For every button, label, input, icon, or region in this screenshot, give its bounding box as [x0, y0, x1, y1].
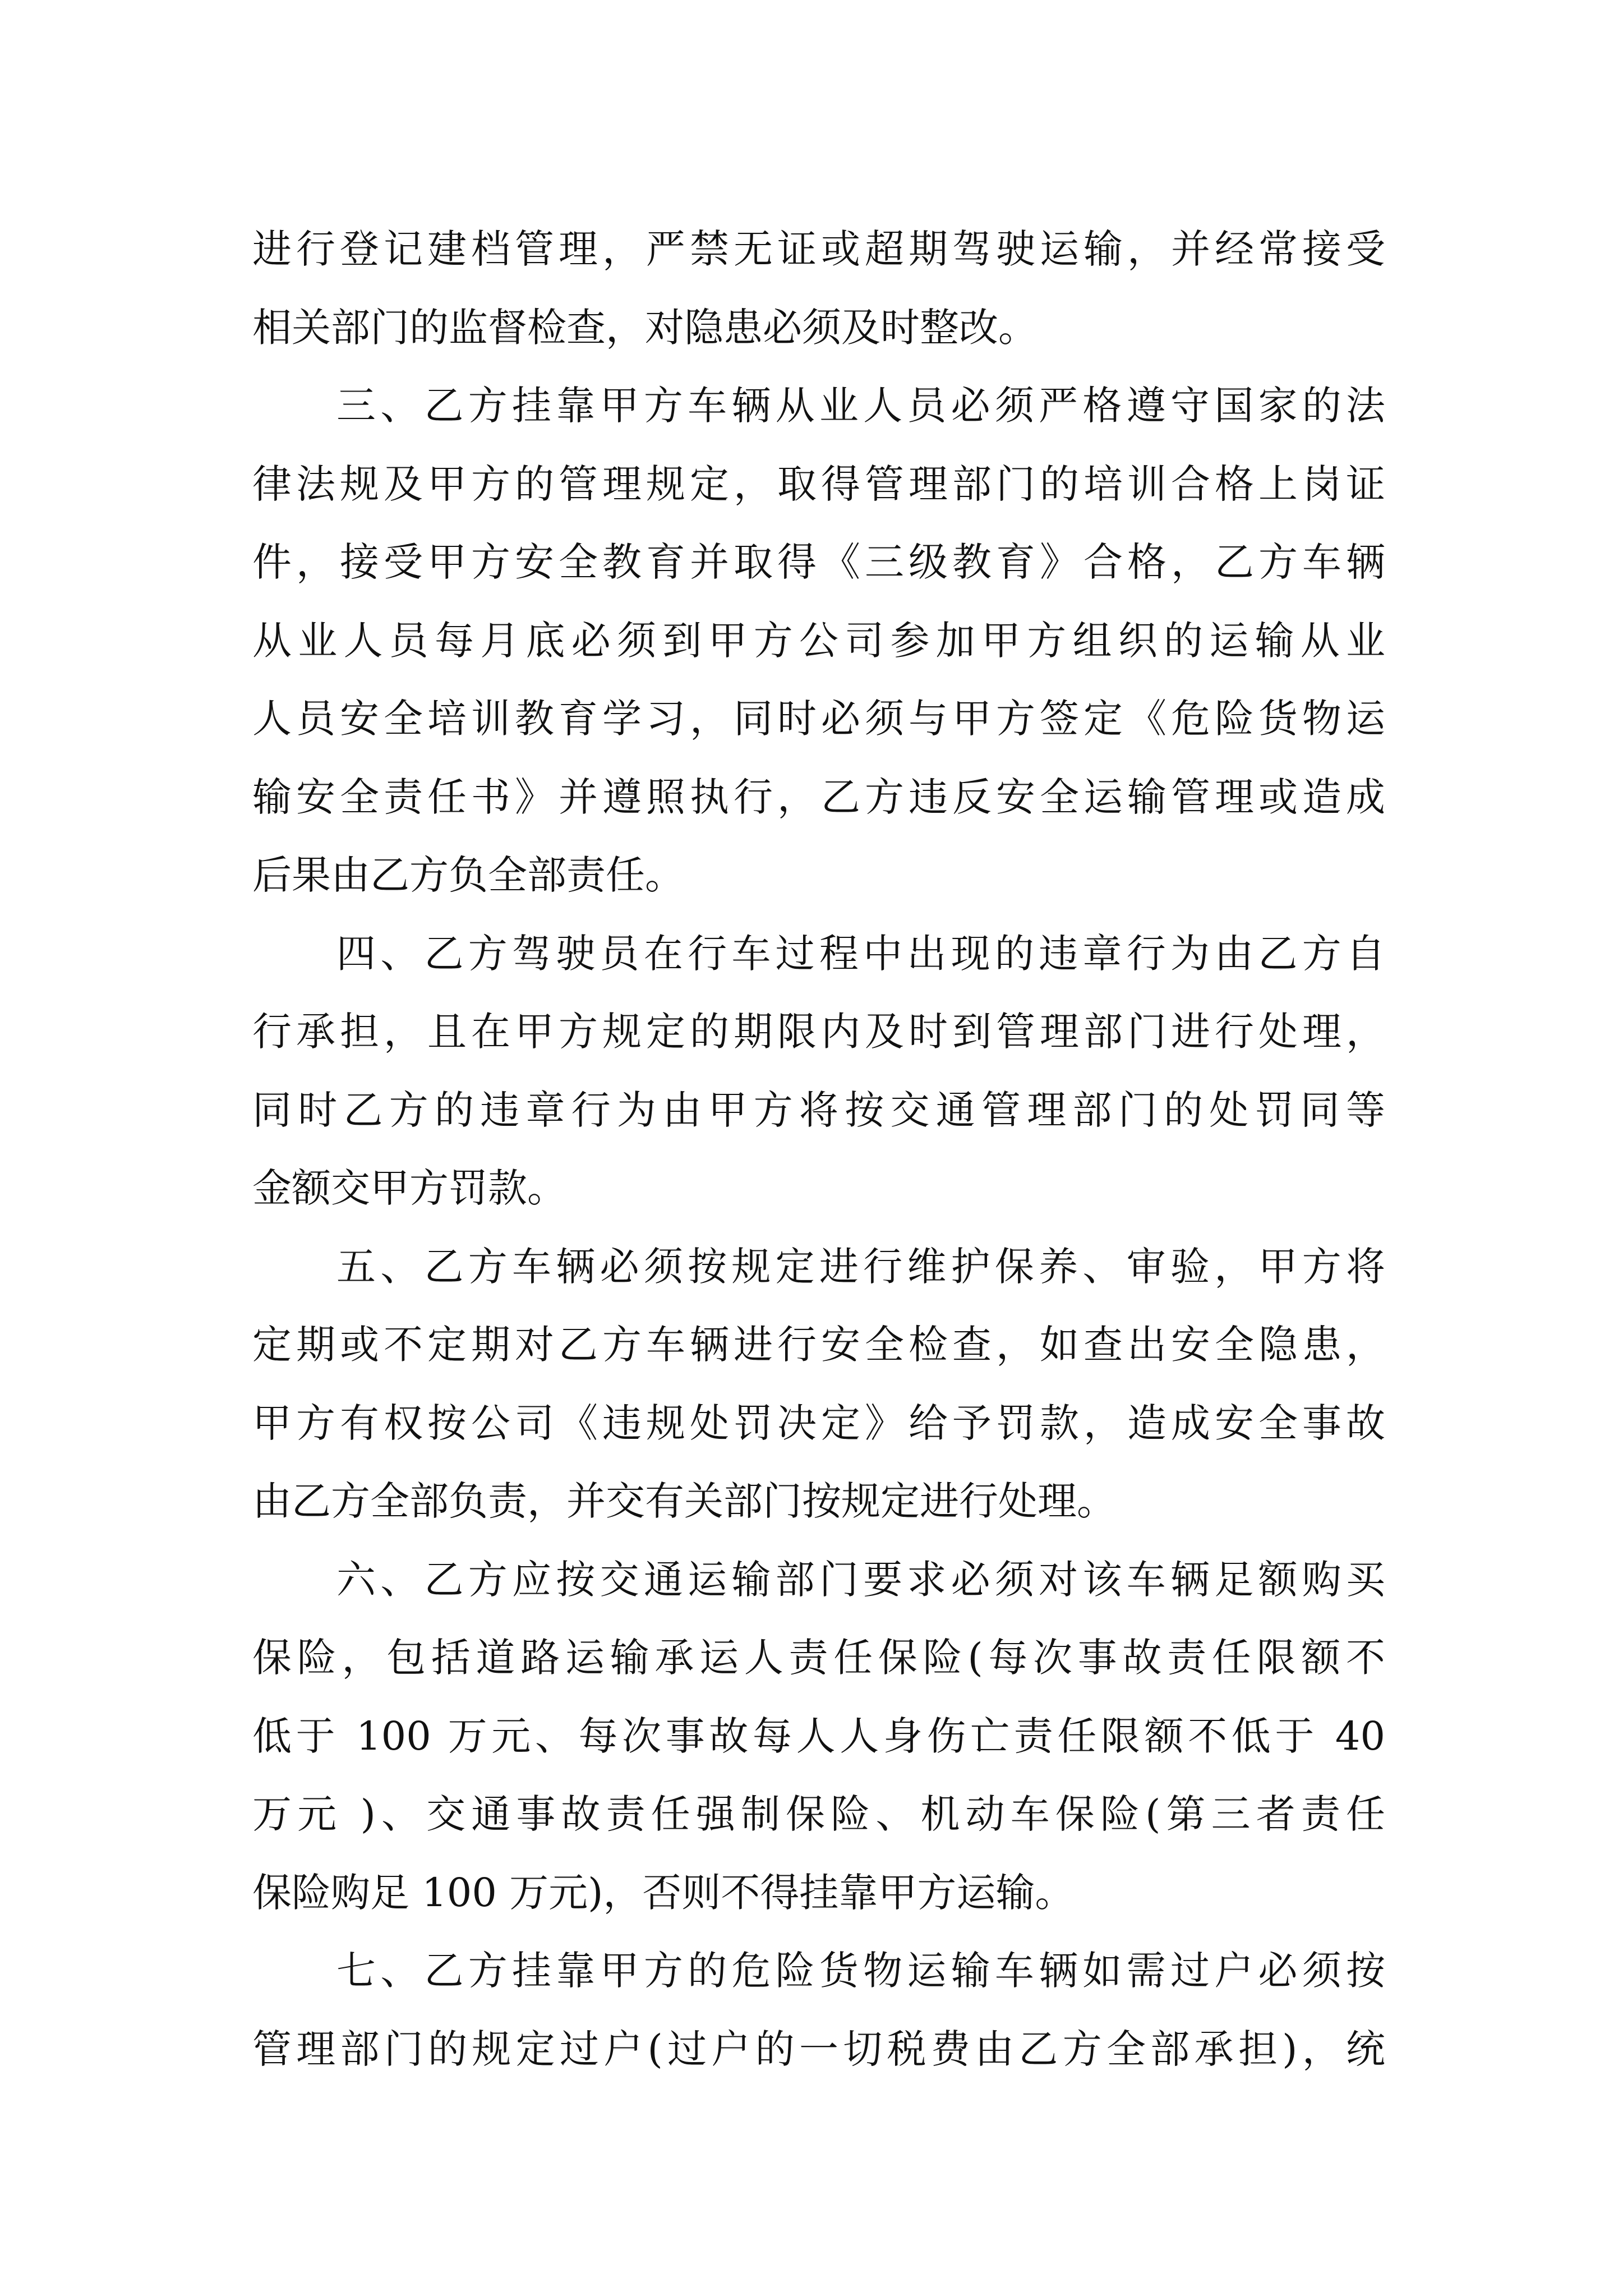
text-line: 低于 100 万元、每次事故每人人身伤亡责任限额不低于 40	[252, 1713, 1385, 1759]
text-line: 定期或不定期对乙方车辆进行安全检查，如查出安全隐患，	[252, 1322, 1385, 1368]
text-line: 由乙方全部负责，并交有关部门按规定进行处理。	[252, 1478, 1116, 1524]
text-line: 输安全责任书》并遵照执行，乙方违反安全运输管理或造成	[252, 774, 1385, 820]
text-line: 甲方有权按公司《违规处罚决定》给予罚款，造成安全事故	[252, 1400, 1385, 1446]
text-line: 保险，包括道路运输承运人责任保险(每次事故责任限额不	[252, 1635, 1385, 1681]
text-line: 人员安全培训教育学习，同时必须与甲方签定《危险货物运	[252, 696, 1385, 742]
paragraph-start-line: 三、乙方挂靠甲方车辆从业人员必须严格遵守国家的法	[336, 383, 1385, 429]
text-line: 件，接受甲方安全教育并取得《三级教育》合格，乙方车辆	[252, 539, 1385, 585]
paragraph-start-line: 七、乙方挂靠甲方的危险货物运输车辆如需过户必须按	[336, 1948, 1385, 1994]
paragraph-start-line: 四、乙方驾驶员在行车过程中出现的违章行为由乙方自	[336, 930, 1385, 977]
text-line: 后果由乙方负全部责任。	[252, 852, 684, 898]
paragraph-start-line: 五、乙方车辆必须按规定进行维护保养、审验，甲方将	[336, 1243, 1385, 1290]
text-line: 同时乙方的违章行为由甲方将按交通管理部门的处罚同等	[252, 1087, 1385, 1133]
text-line: 行承担，且在甲方规定的期限内及时到管理部门进行处理，	[252, 1009, 1385, 1055]
text-line: 万元 )、交通事故责任强制保险、机动车保险(第三者责任	[252, 1791, 1385, 1837]
text-line: 相关部门的监督检查，对隐患必须及时整改。	[252, 304, 1038, 351]
text-line: 管理部门的规定过户(过户的一切税费由乙方全部承担)，统	[252, 2026, 1385, 2072]
paragraph-start-line: 六、乙方应按交通运输部门要求必须对该车辆足额购买	[336, 1556, 1385, 1603]
text-line: 从业人员每月底必须到甲方公司参加甲方组织的运输从业	[252, 617, 1385, 664]
text-line: 金额交甲方罚款。	[252, 1165, 566, 1211]
text-line: 保险购足 100 万元)，否则不得挂靠甲方运输。	[252, 1869, 1075, 1916]
document-body	[252, 210, 1385, 2088]
text-line: 进行登记建档管理，严禁无证或超期驾驶运输，并经常接受	[252, 226, 1385, 272]
text-line: 律法规及甲方的管理规定，取得管理部门的培训合格上岗证	[252, 461, 1385, 507]
